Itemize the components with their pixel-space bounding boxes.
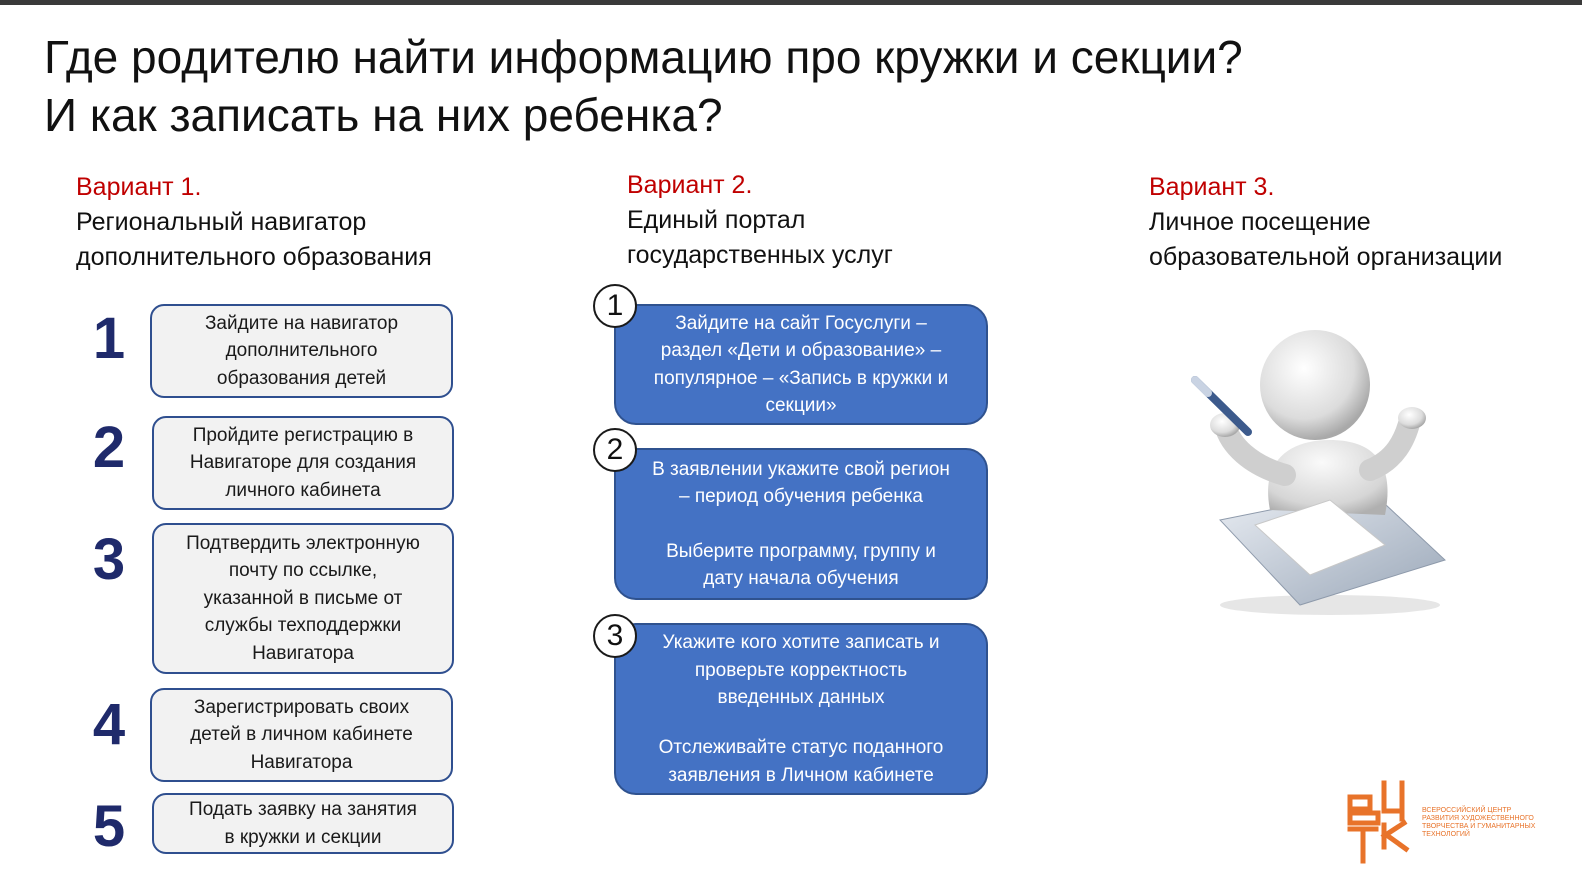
v1-step-2-line: Пройдите регистрацию в xyxy=(192,424,414,446)
v1-step-box-5 xyxy=(152,793,454,854)
variant1-header xyxy=(76,170,432,275)
logo-text-line: РАЗВИТИЯ ХУДОЖЕСТВЕННОГО xyxy=(1422,815,1534,822)
logo-text-line: ВСЕРОССИЙСКИЙ ЦЕНТР xyxy=(1422,807,1512,814)
v2-step-3-line: введенных данных xyxy=(717,687,885,708)
v1-step-4-line: Навигатора xyxy=(250,751,353,773)
logo-text-line: ТВОРЧЕСТВА И ГУМАНИТАРНЫХ xyxy=(1422,823,1536,830)
v1-step-box-3 xyxy=(152,523,454,674)
v2-step-3-line: заявления в Личном кабинете xyxy=(668,764,934,786)
variant3-desc-line2: образовательной организации xyxy=(1149,243,1503,271)
v2-step-1-line: популярное – «Запись в кружки и xyxy=(653,367,949,389)
v1-step-3-line: Навигатора xyxy=(252,642,354,664)
v1-step-box-4 xyxy=(150,688,453,782)
variant1-label: Вариант 1. xyxy=(76,173,202,201)
variant1-desc-line1: Региональный навигатор xyxy=(76,208,367,236)
v2-step-3-line: Отслеживайте статус поданного xyxy=(658,737,944,758)
v2-step-1-line: секции» xyxy=(765,395,837,416)
variant3-header xyxy=(1149,170,1502,275)
title-line-2: И как записать на них ребенка? xyxy=(44,89,723,141)
v2-step-2-line: Выберите программу, группу и xyxy=(666,540,936,562)
v1-step-number-3: 3 xyxy=(92,527,126,592)
v2-step-3-line: проверьте корректность xyxy=(694,659,908,681)
v1-step-1-line: образования детей xyxy=(216,367,387,389)
v2-step-3-line: Укажите кого хотите записать и xyxy=(662,632,940,653)
v1-step-3-line: указанной в письме от xyxy=(203,587,403,609)
v2-step-2-line: В заявлении укажите свой регион xyxy=(652,458,950,480)
v1-step-number-5: 5 xyxy=(92,794,126,859)
slide-title xyxy=(44,28,1494,144)
v1-step-5-line: Подать заявку на занятия xyxy=(189,799,417,820)
v2-step-box-3 xyxy=(614,623,988,795)
v1-step-number-2: 2 xyxy=(92,415,126,480)
v1-step-3-line: Подтвердить электронную xyxy=(186,532,420,554)
variant2-desc-line1: Единый портал xyxy=(627,206,806,234)
title-line-1: Где родителю найти информацию про кружки и секции? xyxy=(44,31,1243,83)
v2-step-number-1: 1 xyxy=(593,284,637,328)
v2-step-1-line: Зайдите на сайт Госуслуги – xyxy=(675,312,927,334)
variant2-desc-line2: государственных услуг xyxy=(627,241,893,269)
v2-step-box-2 xyxy=(614,448,988,600)
v1-step-box-2 xyxy=(152,416,454,510)
logo-text xyxy=(1422,807,1552,839)
variant1-desc-line2: дополнительного образования xyxy=(76,243,432,271)
variant3-label: Вариант 3. xyxy=(1149,173,1275,201)
v1-step-box-1 xyxy=(150,304,453,398)
v1-step-2-line: Навигаторе для создания xyxy=(189,452,417,474)
v2-step-number-2: 2 xyxy=(593,428,637,472)
person-with-pen-illustration xyxy=(1180,320,1470,620)
v1-step-1-line: дополнительного xyxy=(225,340,378,362)
v1-step-number-4: 4 xyxy=(92,692,126,757)
v2-step-2-line: дату начала обучения xyxy=(703,568,899,589)
v2-step-2-line: – период обучения ребенка xyxy=(678,486,923,507)
v1-step-5-line: в кружки и секции xyxy=(224,826,382,848)
v2-step-number-3: 3 xyxy=(593,614,637,658)
v1-step-4-line: детей в личном кабинете xyxy=(190,724,413,746)
v1-step-2-line: личного кабинета xyxy=(225,479,381,501)
v2-step-box-1 xyxy=(614,304,988,425)
v1-step-1-line: Зайдите на навигатор xyxy=(204,312,399,334)
v1-step-number-1: 1 xyxy=(92,306,126,371)
variant2-label: Вариант 2. xyxy=(627,171,753,199)
v1-step-4-line: Зарегистрировать своих xyxy=(193,696,410,718)
v1-step-3-line: службы техподдержки xyxy=(204,615,402,637)
v1-step-3-line: почту по ссылке, xyxy=(228,560,378,582)
logo-text-line: ТЕХНОЛОГИЙ xyxy=(1422,831,1470,838)
top-bar xyxy=(0,0,1582,5)
v2-step-1-line: раздел «Дети и образование» – xyxy=(660,340,942,361)
variant2-header xyxy=(627,168,893,273)
variant3-desc-line1: Личное посещение xyxy=(1149,208,1371,236)
